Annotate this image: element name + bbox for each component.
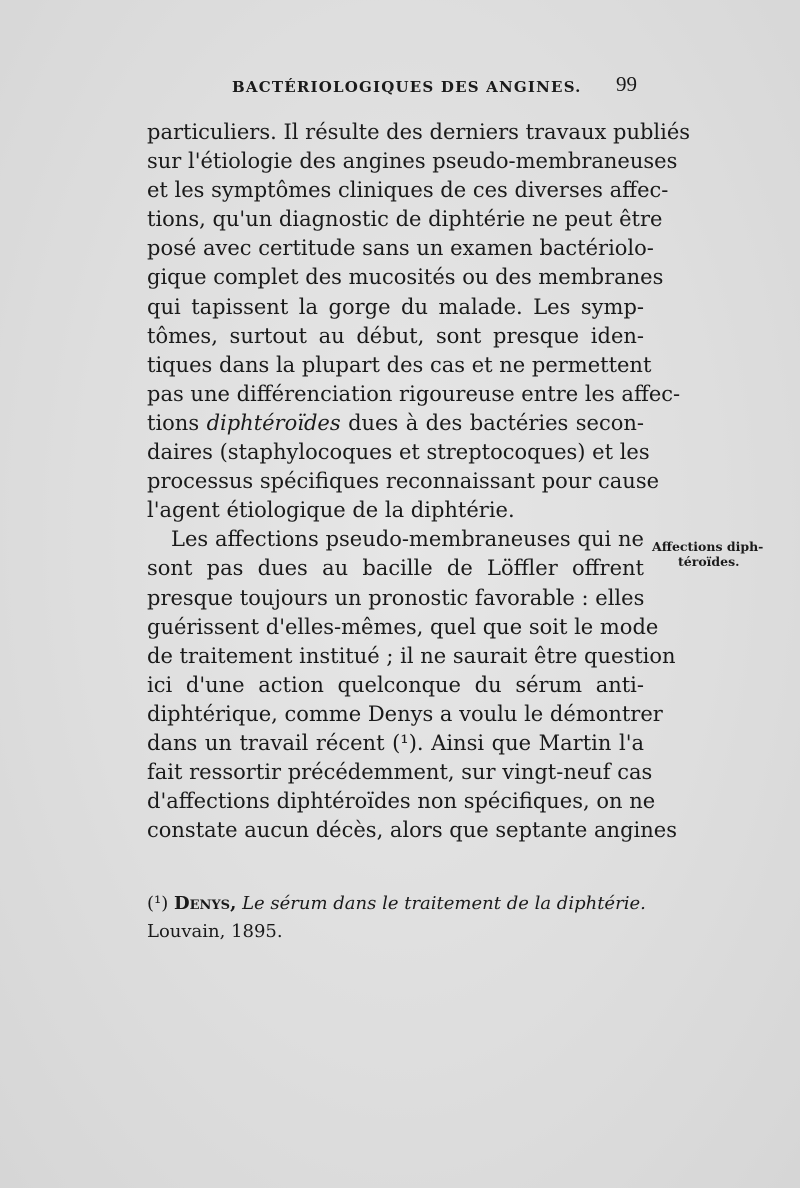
footnote-title: Le sérum dans le traitement de la diphtérie. bbox=[242, 893, 646, 914]
text-line: processus spécifiques reconnaissant pour cause bbox=[147, 469, 660, 494]
text-line bbox=[147, 409, 644, 438]
text-line: et les symptômes cliniques de ces diverses affec- bbox=[147, 178, 669, 203]
text-segment: dues à des bactéries secon- bbox=[340, 410, 644, 435]
text-line: particuliers. Il résulte des derniers travaux publiés bbox=[147, 120, 691, 144]
footnote-line bbox=[147, 890, 647, 918]
text-line: fait ressortir précédemment, sur vingt-neuf cas bbox=[147, 760, 653, 785]
text-line: sont pas dues au bacille de Löffler offrent bbox=[147, 556, 644, 581]
margin-note-line: Affections diph- bbox=[652, 539, 764, 554]
text-line: guérissent d'elles-mêmes, quel que soit le mode bbox=[147, 614, 659, 639]
text-line: l'agent étiologique de la diphtérie. bbox=[147, 498, 515, 523]
text-line: Les affections pseudo-membraneuses qui ne bbox=[171, 527, 644, 552]
italic-term: diphtéroïdes bbox=[206, 410, 341, 435]
text-line: qui tapissent la gorge du malade. Les symp- bbox=[147, 294, 644, 319]
text-line: posé avec certitude sans un examen bactériolo- bbox=[147, 236, 654, 261]
text-line: diphtérique, comme Denys a voulu le démontrer bbox=[147, 701, 663, 726]
footnote-marker: (¹) bbox=[147, 893, 169, 914]
text-line: tions, qu'un diagnostic de diphtérie ne peut être bbox=[147, 207, 663, 232]
footnote-author: Denys, bbox=[174, 893, 237, 914]
footnote bbox=[147, 890, 647, 946]
text-line: tiques dans la plupart des cas et ne permettent bbox=[147, 352, 652, 377]
text-line: daires (staphylocoques et streptocoques) et les bbox=[147, 440, 650, 465]
margin-note-line: téroïdes. bbox=[678, 554, 740, 569]
text-line: presque toujours un pronostic favorable : elles bbox=[147, 585, 645, 610]
text-line: dans un travail récent (¹). Ainsi que Martin l'a bbox=[147, 730, 644, 755]
text-line: tômes, surtout au début, sont presque iden- bbox=[147, 323, 644, 348]
text-line: ici d'une action quelconque du sérum anti- bbox=[147, 672, 644, 697]
text-line: pas une différenciation rigoureuse entre les affec- bbox=[147, 381, 681, 406]
margin-note bbox=[652, 539, 792, 569]
page-header bbox=[0, 70, 800, 100]
text-line: d'affections diphtéroïdes non spécifiques, on ne bbox=[147, 789, 656, 814]
running-title: BACTÉRIOLOGIQUES DES ANGINES. bbox=[232, 78, 582, 96]
text-segment: tions bbox=[147, 410, 207, 435]
text-line: de traitement institué ; il ne saurait être question bbox=[147, 643, 676, 668]
text-line: constate aucun décès, alors que septante angines bbox=[147, 818, 677, 843]
footnote-place-year: Louvain, 1895. bbox=[147, 921, 283, 942]
text-line: sur l'étiologie des angines pseudo-membraneuses bbox=[147, 149, 678, 174]
text-line: gique complet des mucosités ou des membranes bbox=[147, 265, 664, 290]
body-text bbox=[147, 118, 691, 845]
page-number: 99 bbox=[616, 72, 637, 96]
